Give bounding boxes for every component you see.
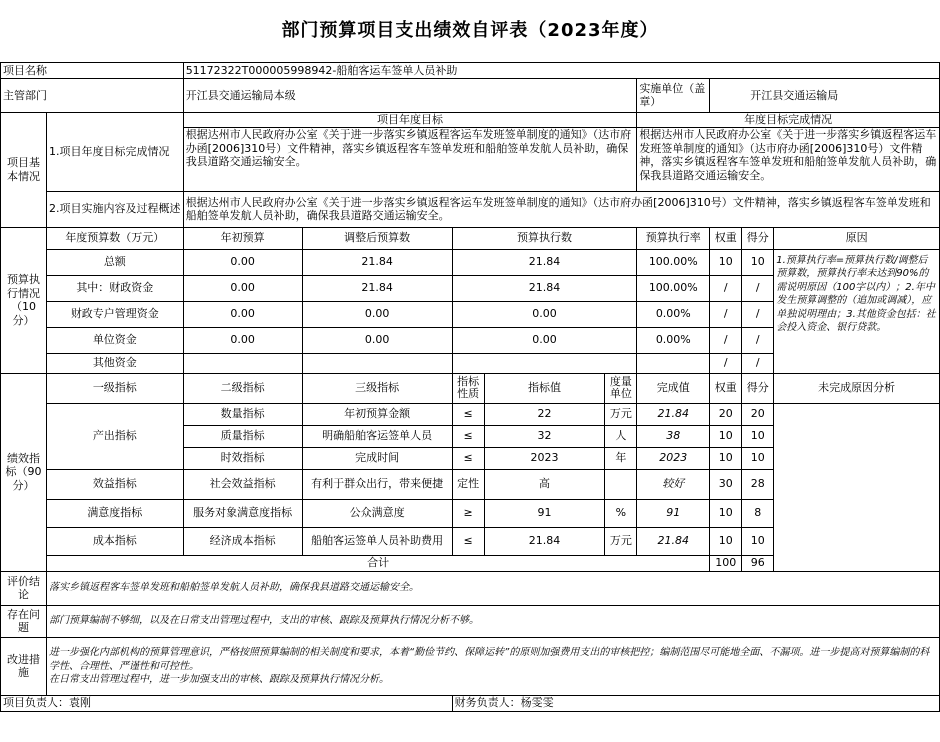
perf-actual: 21.84 (637, 403, 710, 425)
item1-target: 根据达州市人民政府办公室《关于进一步落实乡镇返程客运车发班签单制度的通知》（达市府办函[2006]310号）文件精神，落实乡镇返程客车签单发班和船舶签单发航人员补助，确保我县道路交通运输安全。 (183, 127, 637, 191)
total-weight: 100 (710, 555, 742, 571)
budget-header-rate: 预算执行率 (637, 227, 710, 249)
total-score: 96 (742, 555, 774, 571)
item2-label: 2.项目实施内容及过程概述 (46, 191, 183, 227)
perf-nature: ≤ (452, 447, 484, 469)
perf-value: 32 (484, 425, 605, 447)
perf-cost-nature: ≤ (452, 527, 484, 555)
budget-row-rate: 100.00% (637, 249, 710, 275)
budget-header-reason: 原因 (774, 227, 940, 249)
perf-score: 10 (742, 425, 774, 447)
perf-weight: 10 (710, 447, 742, 469)
budget-row-adjusted: 21.84 (302, 249, 452, 275)
perf-benefit-level2: 社会效益指标 (183, 469, 302, 499)
annual-target-header: 项目年度目标 (183, 113, 637, 128)
perf-nature: ≤ (452, 425, 484, 447)
perf-header-weight: 权重 (710, 373, 742, 403)
perf-header-nature: 指标性质 (452, 373, 484, 403)
perf-weight: 20 (710, 403, 742, 425)
perf-level2: 时效指标 (183, 447, 302, 469)
item1-completion: 根据达州市人民政府办公室《关于进一步落实乡镇返程客运车发班签单制度的通知》（达市府办函[2006]310号）文件精神，落实乡镇返程客车签单发班和船舶签单发航人员补助，确保我县道路交通运输安全。 (637, 127, 940, 191)
budget-row-initial: 0.00 (183, 301, 302, 327)
perf-benefit-level1: 效益指标 (46, 469, 183, 499)
perf-cost-level2: 经济成本指标 (183, 527, 302, 555)
budget-row-score: / (742, 301, 774, 327)
perf-benefit-weight: 30 (710, 469, 742, 499)
footer-finance-lead: 财务负责人：杨雯雯 (452, 695, 939, 711)
perf-satisfaction-actual: 91 (637, 499, 710, 527)
budget-row-rate (637, 353, 710, 373)
budget-header-executed: 预算执行数 (452, 227, 637, 249)
budget-row-executed: 0.00 (452, 301, 637, 327)
impl-unit-label: 实施单位（盖章） (637, 79, 710, 113)
perf-header-value: 指标值 (484, 373, 605, 403)
budget-row-adjusted: 0.00 (302, 327, 452, 353)
dept-label: 主管部门 (1, 79, 184, 113)
budget-header-adjusted: 调整后预算数 (302, 227, 452, 249)
budget-row-name: 总额 (46, 249, 183, 275)
budget-row-weight: / (710, 301, 742, 327)
perf-cost-score: 10 (742, 527, 774, 555)
perf-satisfaction-level1: 满意度指标 (46, 499, 183, 527)
budget-header-initial: 年初预算 (183, 227, 302, 249)
perf-reason-cell (774, 403, 940, 571)
budget-row-initial: 0.00 (183, 327, 302, 353)
budget-row-name: 单位资金 (46, 327, 183, 353)
perf-benefit-level3: 有利于群众出行，带来便捷 (302, 469, 452, 499)
perf-cost-unit: 万元 (605, 527, 637, 555)
perf-header-score: 得分 (742, 373, 774, 403)
project-name-label: 项目名称 (1, 63, 184, 79)
impl-unit-value: 开江县交通运输局 (710, 79, 940, 113)
budget-row-weight: / (710, 353, 742, 373)
budget-row-adjusted (302, 353, 452, 373)
budget-row-name: 其他资金 (46, 353, 183, 373)
perf-satisfaction-nature: ≥ (452, 499, 484, 527)
perf-value: 2023 (484, 447, 605, 469)
budget-row-initial: 0.00 (183, 249, 302, 275)
perf-cost-value: 21.84 (484, 527, 605, 555)
budget-row-score: / (742, 275, 774, 301)
perf-satisfaction-level2: 服务对象满意度指标 (183, 499, 302, 527)
perf-unit: 万元 (605, 403, 637, 425)
perf-actual: 2023 (637, 447, 710, 469)
annual-target-completion-header: 年度目标完成情况 (637, 113, 940, 128)
budget-row-weight: / (710, 327, 742, 353)
perf-satisfaction-level3: 公众满意度 (302, 499, 452, 527)
perf-satisfaction-unit: % (605, 499, 637, 527)
eval-label: 评价结论 (1, 571, 47, 605)
perf-benefit-nature: 定性 (452, 469, 484, 499)
budget-row-weight: 10 (710, 249, 742, 275)
perf-section-label: 绩效指标（90分） (1, 373, 47, 571)
budget-row-rate: 0.00% (637, 327, 710, 353)
page-title: 部门预算项目支出绩效自评表（2023年度） (281, 20, 659, 41)
eval-text: 落实乡镇返程客车签单发班和船舶签单发航人员补助，确保我县道路交通运输安全。 (46, 571, 939, 605)
perf-level3: 年初预算金额 (302, 403, 452, 425)
perf-cost-level1: 成本指标 (46, 527, 183, 555)
issues-label: 存在问题 (1, 605, 47, 637)
perf-header-level3: 三级指标 (302, 373, 452, 403)
budget-row-weight: / (710, 275, 742, 301)
perf-cost-level3: 船舶客运签单人员补助费用 (302, 527, 452, 555)
budget-row-score: / (742, 327, 774, 353)
budget-section-label: 预算执行情况（10分） (1, 227, 47, 373)
perf-score: 20 (742, 403, 774, 425)
perf-benefit-score: 28 (742, 469, 774, 499)
budget-row-score: 10 (742, 249, 774, 275)
perf-unit: 人 (605, 425, 637, 447)
perf-benefit-value: 高 (484, 469, 605, 499)
budget-row-initial: 0.00 (183, 275, 302, 301)
budget-row-name: 其中：财政资金 (46, 275, 183, 301)
improve-text-1: 进一步强化内部机构的预算管理意识，严格按照预算编制的相关制度和要求，本着“勤俭节约、保障运转”的原则加强费用支出的审核把控；编制范围尽可能地全面、不漏项。进一步提高对预算编制的科学性、合理性、严谨性和可控性。 (48, 647, 930, 672)
budget-row-executed (452, 353, 637, 373)
perf-header-unit: 度量单位 (605, 373, 637, 403)
improve-label: 改进措施 (1, 637, 47, 695)
budget-row-adjusted: 21.84 (302, 275, 452, 301)
budget-row-score: / (742, 353, 774, 373)
perf-weight: 10 (710, 425, 742, 447)
perf-score: 10 (742, 447, 774, 469)
perf-value: 22 (484, 403, 605, 425)
project-name-value: 51172322T000005998942-船舶客运车签单人员补助 (183, 63, 939, 79)
improve-text-2: 在日常支出管理过程中，进一步加强支出的审核、跟踪及预算执行情况分析。 (48, 674, 389, 685)
budget-row-name: 财政专户管理资金 (46, 301, 183, 327)
budget-row-executed: 21.84 (452, 249, 637, 275)
budget-row-adjusted: 0.00 (302, 301, 452, 327)
perf-header-actual: 完成值 (637, 373, 710, 403)
perf-benefit-actual: 较好 (637, 469, 710, 499)
perf-satisfaction-value: 91 (484, 499, 605, 527)
perf-output-label: 产出指标 (46, 403, 183, 469)
budget-row-initial (183, 353, 302, 373)
perf-header-level2: 二级指标 (183, 373, 302, 403)
budget-row-executed: 0.00 (452, 327, 637, 353)
perf-satisfaction-weight: 10 (710, 499, 742, 527)
perf-level3: 完成时间 (302, 447, 452, 469)
perf-level3: 明确船舶客运签单人员 (302, 425, 452, 447)
perf-header-reason: 未完成原因分析 (774, 373, 940, 403)
budget-header-weight: 权重 (710, 227, 742, 249)
dept-value: 开江县交通运输局本级 (183, 79, 637, 113)
perf-cost-weight: 10 (710, 527, 742, 555)
perf-header-level1: 一级指标 (46, 373, 183, 403)
budget-row-rate: 0.00% (637, 301, 710, 327)
perf-level2: 质量指标 (183, 425, 302, 447)
evaluation-table (0, 62, 940, 712)
budget-reason-note: 1.预算执行率=预算执行数/调整后预算数，预算执行率未达到90%的需说明原因（100字以内）；2.年中发生预算调整的（追加或调减），应单独说明理由；3.其他资金包括：社会投入资金、银行贷款。 (774, 249, 940, 373)
budget-header-item: 年度预算数（万元） (46, 227, 183, 249)
budget-row-executed: 21.84 (452, 275, 637, 301)
total-label: 合计 (46, 555, 709, 571)
perf-nature: ≤ (452, 403, 484, 425)
budget-row-rate: 100.00% (637, 275, 710, 301)
perf-unit: 年 (605, 447, 637, 469)
perf-cost-actual: 21.84 (637, 527, 710, 555)
perf-benefit-unit (605, 469, 637, 499)
issues-text: 部门预算编制不够细，以及在日常支出管理过程中，支出的审核、跟踪及预算执行情况分析不够。 (46, 605, 939, 637)
perf-actual: 38 (637, 425, 710, 447)
footer-project-lead: 项目负责人：袁刚 (1, 695, 453, 711)
item1-label: 1.项目年度目标完成情况 (46, 113, 183, 192)
perf-level2: 数量指标 (183, 403, 302, 425)
improve-cell (46, 637, 939, 695)
perf-satisfaction-score: 8 (742, 499, 774, 527)
budget-header-score: 得分 (742, 227, 774, 249)
basic-info-label: 项目基本情况 (1, 113, 47, 228)
item2-text: 根据达州市人民政府办公室《关于进一步落实乡镇返程客运车发班签单制度的通知》（达市府办函[2006]310号）文件精神，落实乡镇返程客车签单发班和船舶签单发航人员补助，确保我县道路交通运输安全。 (183, 191, 939, 227)
